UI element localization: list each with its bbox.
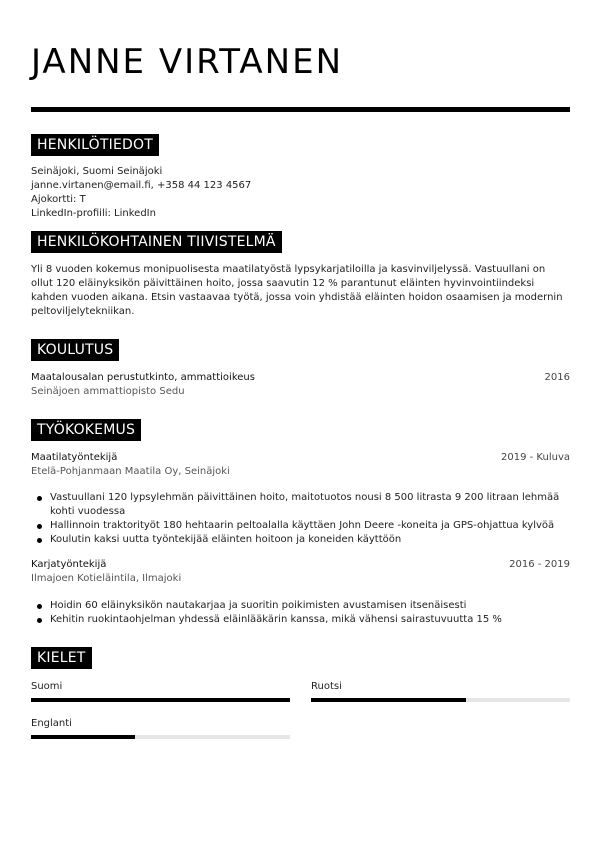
language-name: Ruotsi (311, 681, 342, 692)
job-bullet: Kehitin ruokintaohjelman yhdessä eläinlääkärin kanssa, mikä vähensi sairastuvuutta 15 % (50, 613, 560, 627)
bullet-icon (37, 618, 42, 623)
education-year: 2016 (544, 372, 570, 383)
language-level-bar (31, 735, 290, 739)
language-level-fill (311, 698, 466, 702)
header-divider (31, 107, 570, 112)
job-title: Maatilatyöntekijä (31, 452, 118, 463)
personal-contact[interactable]: janne.virtanen@email.fi, +358 44 123 4567 (31, 180, 252, 191)
bullet-icon (37, 538, 42, 543)
job-employer: Etelä-Pohjanmaan Maatila Oy, Seinäjoki (31, 466, 230, 477)
language-level-bar (31, 698, 290, 702)
job-bullet: Hoidin 60 eläinyksikön nautakarjaa ja suoritin poikimisten avustamisen itsenäisesti (50, 599, 560, 613)
section-heading-experience: TYÖKOKEMUS (31, 419, 141, 441)
education-school: Seinäjoen ammattiopisto Sedu (31, 386, 185, 397)
job-bullet: Vastuullani 120 lypsylehmän päivittäinen hoito, maitotuotos nousi 8 500 litrasta 9 200 litraan lehmää kohti vuodessa (50, 491, 560, 519)
education-degree: Maatalousalan perustutkinto, ammattioikeus (31, 372, 255, 383)
job-title: Karjatyöntekijä (31, 559, 107, 570)
job-bullets (50, 599, 560, 627)
language-name: Suomi (31, 681, 63, 692)
personal-linkedin[interactable]: LinkedIn-profiili: LinkedIn (31, 208, 156, 219)
job-period: 2016 - 2019 (509, 559, 570, 570)
section-heading-summary: HENKILÖKOHTAINEN TIIVISTELMÄ (31, 231, 282, 253)
bullet-icon (37, 496, 42, 501)
job-bullet: Hallinnoin traktorityöt 180 hehtaarin peltoalalla käyttäen John Deere -koneita ja GPS-ohjattua kylvöä (50, 519, 560, 533)
language-level-bar (311, 698, 570, 702)
language-level-fill (31, 698, 290, 702)
section-heading-education: KOULUTUS (31, 339, 119, 361)
section-heading-personal: HENKILÖTIEDOT (31, 134, 159, 156)
bullet-icon (37, 524, 42, 529)
personal-license: Ajokortti: T (31, 194, 86, 205)
job-bullet: Koulutin kaksi uutta työntekijää eläinten hoitoon ja koneiden käyttöön (50, 533, 560, 547)
candidate-name: JANNE VIRTANEN (31, 42, 344, 82)
personal-location: Seinäjoki, Suomi Seinäjoki (31, 166, 163, 177)
summary-text: Yli 8 vuoden kokemus monipuolisesta maatilatyöstä lypsykarjatiloilla ja kasvinviljelyssä. Vastuullani on ollut 120 eläinyksikön päivittäinen hoito, jossa saavutin 12 % parantunut eläinten hyvinvointiindeksi kahden vuoden aikana. Etsin vastaavaa työtä, jossa voin yhdistää eläinten hoidon osaamisen ja modernin peltoviljelytekniikan. (31, 264, 563, 317)
section-heading-languages: KIELET (31, 647, 92, 669)
language-name: Englanti (31, 718, 72, 729)
job-period: 2019 - Kuluva (501, 452, 570, 463)
job-employer: Ilmajoen Kotieläintila, Ilmajoki (31, 573, 182, 584)
job-bullets (50, 491, 560, 547)
bullet-icon (37, 604, 42, 609)
language-level-fill (31, 735, 135, 739)
